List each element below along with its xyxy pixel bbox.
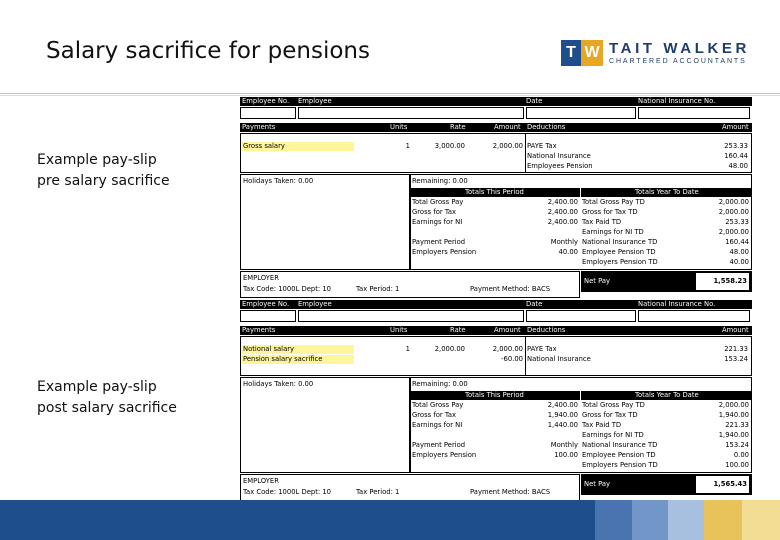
- ytd-title: Totals Year To Date: [635, 391, 699, 399]
- net-pay-value: 1,558.23: [713, 277, 747, 285]
- employee-no-cell: [240, 310, 296, 322]
- ytd-label: Earnings for NI TD: [582, 431, 644, 439]
- ytd-label: National Insurance TD: [582, 441, 658, 449]
- payment-method: Payment Method: BACS: [470, 488, 551, 496]
- ytd-label: Employers Pension TD: [582, 258, 658, 266]
- employee-cell: [298, 310, 524, 322]
- ytd-label: National Insurance TD: [582, 238, 658, 246]
- company-logo: [561, 40, 750, 66]
- deduction-amount: 153.24: [724, 355, 748, 363]
- ytd-label: Earnings for NI TD: [582, 228, 644, 236]
- ytd-label: Tax Paid TD: [582, 218, 622, 226]
- this-period-value: 2,400.00: [547, 198, 578, 206]
- ytd-value: 253.33: [725, 218, 749, 226]
- this-period-label: Gross for Tax: [412, 411, 457, 419]
- column-rate: Rate: [450, 326, 466, 334]
- remaining: Remaining: 0.00: [412, 177, 468, 185]
- pre-label-line-2: pre salary sacrifice: [37, 173, 170, 189]
- ytd-value: 160.44: [725, 238, 749, 246]
- header-date: Date: [526, 97, 543, 105]
- page-title: Salary sacrifice for pensions: [46, 38, 370, 64]
- ytd-label: Employee Pension TD: [582, 451, 656, 459]
- header-bar: [240, 300, 752, 309]
- ytd-label: Gross for Tax TD: [582, 411, 638, 419]
- logo-t: T: [561, 40, 581, 66]
- ytd-value: 221.33: [725, 421, 749, 429]
- date-cell: [526, 310, 636, 322]
- post-sacrifice-label: [37, 377, 177, 419]
- ytd-value: 2,000.00: [718, 208, 749, 216]
- payment-amount: 2,000.00: [492, 142, 523, 150]
- tax-period: Tax Period: 1: [356, 285, 400, 293]
- payment-rate: 2,000.00: [434, 345, 465, 353]
- header-employee-no: Employee No.: [242, 97, 290, 105]
- pre-label-line-1: Example pay-slip: [37, 152, 157, 168]
- header-date: Date: [526, 300, 543, 308]
- this-period-value: Monthly: [550, 441, 578, 449]
- ytd-value: 48.00: [729, 248, 749, 256]
- this-period-label: Total Gross Pay: [412, 401, 464, 409]
- payment-name: Pension salary sacrifice: [243, 355, 323, 363]
- this-period-value: Monthly: [550, 238, 578, 246]
- column-payments: Payments: [242, 326, 276, 334]
- this-period-label: Gross for Tax: [412, 208, 457, 216]
- this-period-label: Employers Pension: [412, 248, 477, 256]
- payment-rate: 3,000.00: [434, 142, 465, 150]
- ytd-value: 40.00: [729, 258, 749, 266]
- net-pay-label: Net Pay: [584, 480, 611, 488]
- ytd-value: 153.24: [725, 441, 749, 449]
- payslip-post: [240, 300, 752, 501]
- logo-name: TAIT WALKER: [609, 40, 750, 57]
- tax-code: Tax Code: 1000L Dept: 10: [243, 488, 331, 496]
- columns-bar: [240, 123, 752, 132]
- deduction-name: PAYE Tax: [527, 142, 557, 150]
- ytd-value: 2,000.00: [718, 198, 749, 206]
- payments-box: [240, 133, 526, 173]
- this-period-label: Employers Pension: [412, 451, 477, 459]
- ni-cell: [638, 310, 750, 322]
- footer-block-5: [742, 500, 780, 540]
- this-period-label: Earnings for NI: [412, 421, 463, 429]
- holidays-box: [240, 377, 410, 473]
- column-deductions: Deductions: [527, 123, 566, 131]
- ytd-value: 1,940.00: [718, 411, 749, 419]
- header-employee-no: Employee No.: [242, 300, 290, 308]
- header-divider-light: [0, 95, 780, 96]
- column-units: Units: [390, 123, 408, 131]
- logo-subtitle: CHARTERED ACCOUNTANTS: [609, 58, 747, 65]
- column-rate: Rate: [450, 123, 466, 131]
- this-period-value: 40.00: [558, 248, 578, 256]
- columns-bar: [240, 326, 752, 335]
- footer-block-2: [632, 500, 668, 540]
- tax-period: Tax Period: 1: [356, 488, 400, 496]
- this-period-value: 2,400.00: [547, 218, 578, 226]
- payment-method: Payment Method: BACS: [470, 285, 551, 293]
- ni-cell: [638, 107, 750, 119]
- date-cell: [526, 107, 636, 119]
- deduction-amount: 160.44: [724, 152, 748, 160]
- payment-amount: 2,000.00: [492, 345, 523, 353]
- deduction-amount: 253.33: [724, 142, 748, 150]
- header-employee: Employee: [298, 300, 332, 308]
- footer-block-1: [595, 500, 632, 540]
- employee-cell: [298, 107, 524, 119]
- column-amount2: Amount: [722, 326, 749, 334]
- this-period-title: Totals This Period: [465, 391, 524, 399]
- header-ni-no: National Insurance No.: [638, 300, 716, 308]
- column-amount: Amount: [494, 123, 521, 131]
- deduction-name: Employees Pension: [527, 162, 593, 170]
- payment-name: Notional salary: [243, 345, 295, 353]
- logo-mark: [561, 40, 603, 66]
- header-bar: [240, 97, 752, 106]
- footer-block-3: [668, 500, 704, 540]
- pre-sacrifice-label: [37, 150, 170, 192]
- deduction-name: PAYE Tax: [527, 345, 557, 353]
- this-period-label: Payment Period: [412, 441, 466, 449]
- this-period-value: 2,400.00: [547, 401, 578, 409]
- column-deductions: Deductions: [527, 326, 566, 334]
- ytd-label: Tax Paid TD: [582, 421, 622, 429]
- header-divider: [0, 93, 780, 94]
- ytd-value: 0.00: [733, 451, 749, 459]
- payment-units: 1: [405, 142, 410, 150]
- ytd-value: 2,000.00: [718, 401, 749, 409]
- net-pay-label: Net Pay: [584, 277, 611, 285]
- this-period-label: Total Gross Pay: [412, 198, 464, 206]
- column-amount: Amount: [494, 326, 521, 334]
- ytd-value: 1,940.00: [718, 431, 749, 439]
- ytd-label: Total Gross Pay TD: [582, 401, 645, 409]
- deduction-name: National Insurance: [527, 355, 591, 363]
- post-label-line-2: post salary sacrifice: [37, 400, 177, 416]
- this-period-value: 1,940.00: [547, 411, 578, 419]
- column-amount2: Amount: [722, 123, 749, 131]
- header-employee: Employee: [298, 97, 332, 105]
- deduction-amount: 48.00: [728, 162, 748, 170]
- holidays-taken: Holidays Taken: 0.00: [243, 380, 314, 388]
- employer-label: EMPLOYER: [243, 477, 279, 485]
- column-units: Units: [390, 326, 408, 334]
- footer-band: [0, 500, 595, 540]
- holidays-box: [240, 174, 410, 270]
- deduction-amount: 221.33: [724, 345, 748, 353]
- employer-label: EMPLOYER: [243, 274, 279, 282]
- logo-w: W: [581, 40, 603, 66]
- this-period-value: 2,400.00: [547, 208, 578, 216]
- column-payments: Payments: [242, 123, 276, 131]
- net-pay-value: 1,565.43: [713, 480, 747, 488]
- this-period-value: 1,440.00: [547, 421, 578, 429]
- this-period-label: Payment Period: [412, 238, 466, 246]
- ytd-label: Employers Pension TD: [582, 461, 658, 469]
- ytd-value: 100.00: [725, 461, 749, 469]
- ytd-label: Employee Pension TD: [582, 248, 656, 256]
- payment-units: 1: [405, 345, 410, 353]
- tax-code: Tax Code: 1000L Dept: 10: [243, 285, 331, 293]
- ytd-value: 2,000.00: [718, 228, 749, 236]
- ytd-label: Gross for Tax TD: [582, 208, 638, 216]
- this-period-title: Totals This Period: [465, 188, 524, 196]
- post-label-line-1: Example pay-slip: [37, 379, 157, 395]
- header-ni-no: National Insurance No.: [638, 97, 716, 105]
- ytd-label: Total Gross Pay TD: [582, 198, 645, 206]
- this-period-value: 100.00: [554, 451, 578, 459]
- ytd-title: Totals Year To Date: [635, 188, 699, 196]
- deduction-name: National Insurance: [527, 152, 591, 160]
- payslip-pre: [240, 97, 752, 298]
- this-period-label: Earnings for NI: [412, 218, 463, 226]
- payment-name: Gross salary: [243, 142, 285, 150]
- remaining: Remaining: 0.00: [412, 380, 468, 388]
- payment-amount: -60.00: [501, 355, 523, 363]
- holidays-taken: Holidays Taken: 0.00: [243, 177, 314, 185]
- employee-no-cell: [240, 107, 296, 119]
- footer-block-4: [704, 500, 742, 540]
